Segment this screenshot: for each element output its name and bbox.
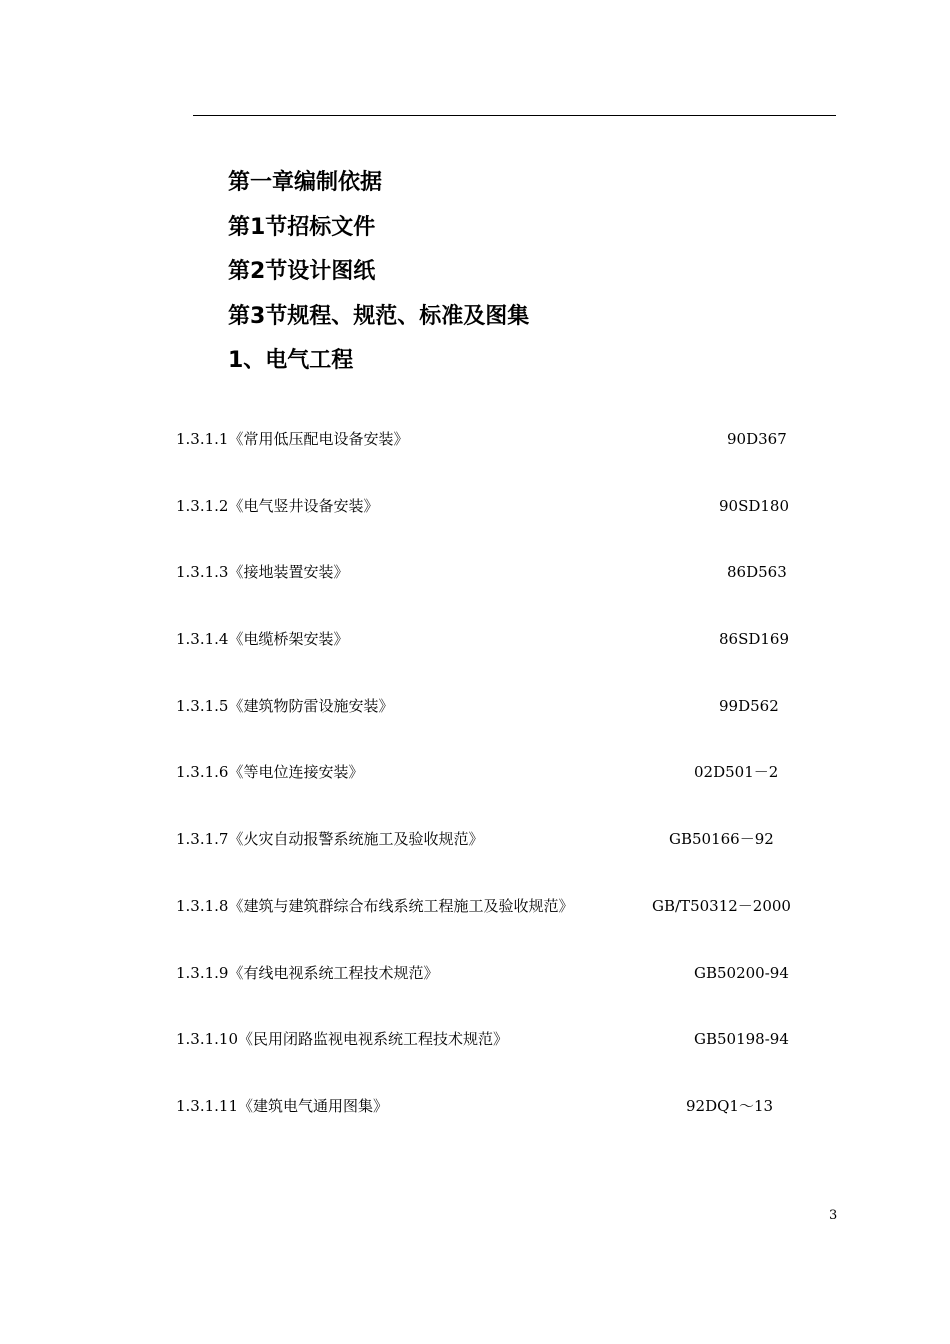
page-number: 3 [829, 1208, 838, 1223]
reference-title: 1.3.1.2《电气竖井设备安装》 [176, 496, 379, 515]
chapter-heading: 第一章编制依据 [228, 170, 383, 195]
reference-code: 02D501－2 [694, 763, 779, 782]
reference-title: 1.3.1.5《建筑物防雷设施安装》 [176, 696, 394, 715]
reference-code: 99D562 [719, 696, 779, 715]
section-heading-standards: 第3节规程、规范、标准及图集 [228, 303, 530, 329]
reference-code: GB/T50312－2000 [652, 896, 791, 915]
reference-code: 86D563 [727, 563, 787, 582]
reference-code: GB50166－92 [669, 830, 774, 849]
reference-item [176, 828, 796, 895]
reference-title: 1.3.1.9《有线电视系统工程技术规范》 [176, 963, 439, 982]
section-heading-bidding-documents: 第1节招标文件 [228, 214, 376, 240]
reference-title: 1.3.1.7《火灾自动报警系统施工及验收规范》 [176, 830, 484, 849]
reference-item [176, 895, 796, 962]
reference-item [176, 628, 796, 695]
subsection-heading-electrical: 1、电气工程 [228, 348, 354, 373]
reference-code: 92DQ1～13 [686, 1096, 774, 1115]
reference-item [176, 761, 796, 828]
reference-item [176, 1028, 796, 1095]
reference-code: 90D367 [727, 430, 787, 448]
reference-title: 1.3.1.3《接地装置安装》 [176, 563, 349, 582]
reference-title: 1.3.1.10《民用闭路监视电视系统工程技术规范》 [176, 1030, 509, 1049]
reference-item [176, 428, 796, 495]
section-heading-design-drawings: 第2节设计图纸 [228, 259, 376, 284]
reference-title: 1.3.1.1《常用低压配电设备安装》 [176, 430, 409, 448]
reference-code: 90SD180 [719, 496, 790, 515]
header-rule [193, 115, 836, 116]
reference-list [176, 428, 796, 1162]
section-headings [228, 168, 788, 391]
reference-title: 1.3.1.4《电缆桥架安装》 [176, 630, 349, 649]
reference-code: GB50198-94 [694, 1030, 789, 1049]
reference-item [176, 1095, 796, 1162]
reference-title: 1.3.1.11《建筑电气通用图集》 [176, 1096, 389, 1115]
reference-code: GB50200-94 [694, 963, 789, 982]
reference-title: 1.3.1.8《建筑与建筑群综合布线系统工程施工及验收规范》 [176, 896, 574, 915]
reference-item [176, 962, 796, 1029]
reference-item [176, 495, 796, 562]
reference-title: 1.3.1.6《等电位连接安装》 [176, 763, 364, 782]
reference-item [176, 695, 796, 762]
reference-code: 86SD169 [719, 630, 790, 649]
reference-item [176, 561, 796, 628]
